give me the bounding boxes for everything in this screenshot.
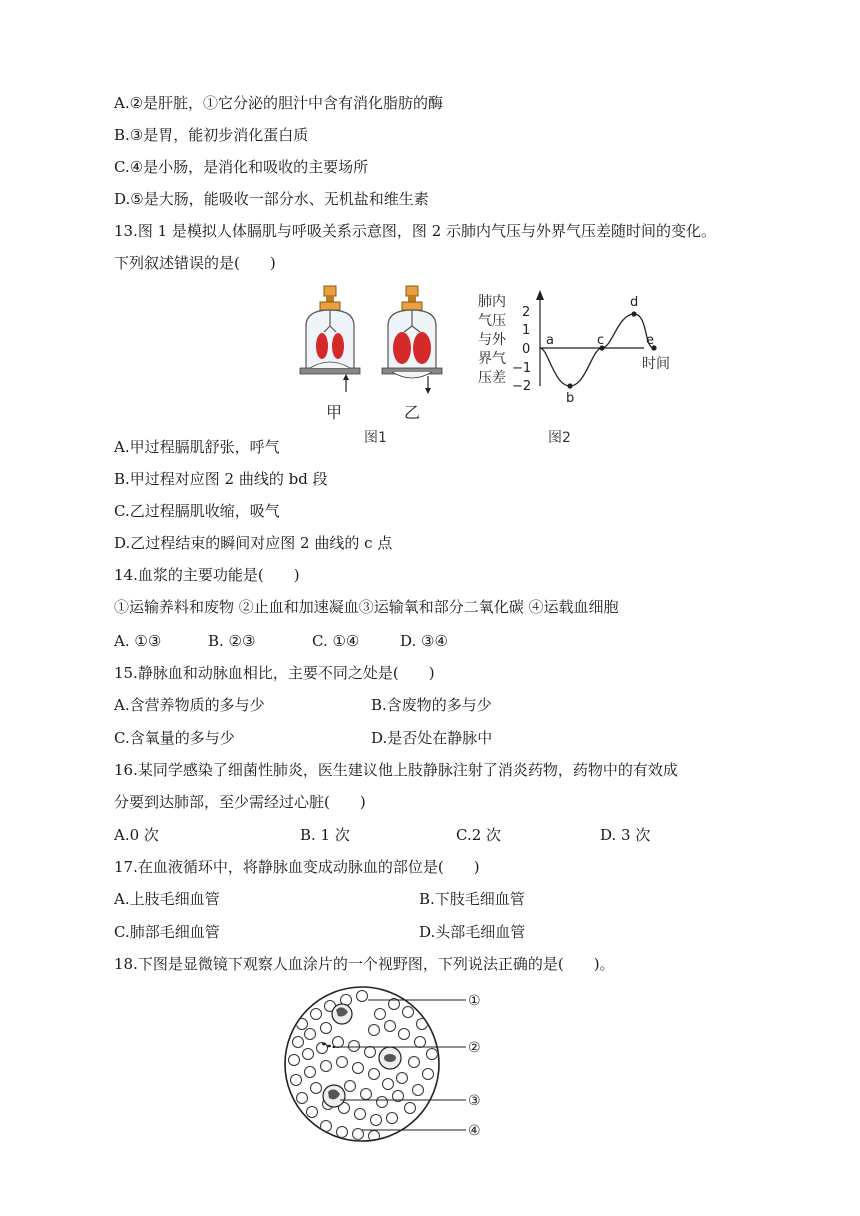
white-blood-cell-1 bbox=[332, 1004, 352, 1024]
q15-option-a: A.含营养物质的多与少 bbox=[114, 696, 265, 714]
point-d: d bbox=[630, 295, 639, 310]
q17-option-c: C.肺部毛细血管 bbox=[114, 923, 220, 941]
label-2: ② bbox=[468, 1040, 481, 1056]
ylabel-line-4: 界气 bbox=[478, 351, 506, 367]
q15-option-c: C.含氧量的多与少 bbox=[114, 729, 235, 747]
q13-option-d: D.乙过程结束的瞬间对应图 2 曲线的 c 点 bbox=[114, 534, 393, 552]
label-yi: 乙 bbox=[404, 403, 421, 422]
q13-option-a: A.甲过程膈肌舒张，呼气 bbox=[114, 438, 280, 456]
q17-option-b: B.下肢毛细血管 bbox=[419, 890, 525, 908]
q13-option-c: C.乙过程膈肌收缩，吸气 bbox=[114, 502, 280, 520]
tick-minus-1: −1 bbox=[512, 361, 532, 376]
q16-option-a: A.0 次 bbox=[114, 826, 159, 844]
tick-minus-2: −2 bbox=[512, 379, 532, 394]
figure-2-caption: 图2 bbox=[548, 430, 571, 446]
blood-smear-figure bbox=[282, 984, 502, 1154]
point-e: e bbox=[646, 333, 654, 348]
q17-stem: 17.在血液循环中，将静脉血变成动脉血的部位是( ) bbox=[114, 858, 480, 876]
q16-stem-line2: 分要到达肺部，至少需经过心脏( ) bbox=[114, 793, 366, 811]
figure-1-caption: 图1 bbox=[364, 430, 387, 446]
q18-stem: 18.下图是显微镜下观察人血涂片的一个视野图，下列说法正确的是( )。 bbox=[114, 955, 615, 973]
q13-stem-line1: 13.图 1 是模拟人体膈肌与呼吸关系示意图，图 2 示肺内气压与外界气压差随时间的变化。 bbox=[114, 222, 717, 240]
figure-2-pressure-curve bbox=[476, 286, 696, 446]
point-b: b bbox=[566, 391, 575, 406]
q12-option-c: C.④是小肠，是消化和吸收的主要场所 bbox=[114, 158, 369, 176]
q15-option-b: B.含废物的多与少 bbox=[371, 696, 492, 714]
q12-option-a: A.②是肝脏，①它分泌的胆汁中含有消化脂肪的酶 bbox=[114, 94, 444, 112]
q16-option-c: C.2 次 bbox=[456, 826, 502, 844]
label-3: ③ bbox=[468, 1093, 481, 1109]
tick-1: 1 bbox=[522, 323, 531, 338]
q14-option-a: A. ①③ bbox=[114, 632, 162, 650]
ylabel-line-5: 压差 bbox=[478, 370, 506, 386]
q14-items: ①运输养料和废物 ②止血和加速凝血③运输氧和部分二氧化碳 ④运载血细胞 bbox=[114, 598, 619, 616]
bell-jar-yi bbox=[382, 286, 442, 422]
q14-option-d: D. ③④ bbox=[400, 632, 448, 650]
bell-jar-jia bbox=[300, 286, 360, 422]
tick-2: 2 bbox=[522, 305, 531, 320]
q16-option-d: D. 3 次 bbox=[600, 826, 651, 844]
q13-stem-line2: 下列叙述错误的是( ) bbox=[114, 254, 276, 272]
white-blood-cell-3 bbox=[323, 1085, 345, 1107]
x-axis-label: 时间 bbox=[642, 356, 670, 372]
q15-stem: 15.静脉血和动脉血相比，主要不同之处是( ) bbox=[114, 664, 435, 682]
q16-stem-line1: 16.某同学感染了细菌性肺炎，医生建议他上肢静脉注射了消炎药物，药物中的有效成 bbox=[114, 761, 678, 779]
q16-option-b: B. 1 次 bbox=[300, 826, 350, 844]
ylabel-line-2: 气压 bbox=[478, 313, 506, 329]
q12-option-d: D.⑤是大肠，能吸收一部分水、无机盐和维生素 bbox=[114, 190, 429, 208]
label-1: ① bbox=[468, 993, 481, 1009]
q14-option-c: C. ①④ bbox=[312, 632, 360, 650]
label-4: ④ bbox=[468, 1123, 481, 1139]
q17-option-d: D.头部毛细血管 bbox=[419, 923, 526, 941]
ylabel-line-3: 与外 bbox=[478, 332, 506, 348]
figure-1-bell-jar-model bbox=[292, 280, 452, 450]
q12-option-b: B.③是胃，能初步消化蛋白质 bbox=[114, 126, 309, 144]
white-blood-cell-2 bbox=[379, 1047, 401, 1069]
q14-option-b: B. ②③ bbox=[208, 632, 256, 650]
pressure-curve bbox=[540, 314, 654, 386]
ylabel-line-1: 肺内 bbox=[478, 294, 506, 310]
q14-stem: 14.血浆的主要功能是( ) bbox=[114, 566, 300, 584]
point-a: a bbox=[546, 333, 554, 348]
label-jia: 甲 bbox=[326, 403, 343, 422]
q13-option-b: B.甲过程对应图 2 曲线的 bd 段 bbox=[114, 470, 328, 488]
point-c: c bbox=[597, 333, 605, 348]
tick-0: 0 bbox=[522, 342, 531, 357]
q15-option-d: D.是否处在静脉中 bbox=[371, 729, 493, 747]
q17-option-a: A.上肢毛细血管 bbox=[114, 890, 220, 908]
